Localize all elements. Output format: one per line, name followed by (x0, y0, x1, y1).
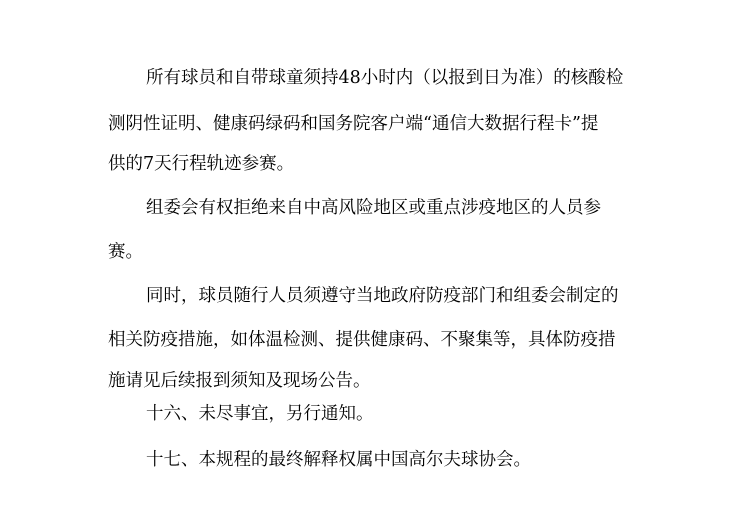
section-17-text: 十七、本规程的最终解释权属中国高尔夫球协会。 (146, 450, 531, 470)
paragraph-3-line-3: 施请见后续报到须知及现场公告。 (108, 371, 371, 391)
paragraph-2-line-1: 组委会有权拒绝来自中高风险地区或重点涉疫地区的人员参 (146, 198, 601, 218)
section-16-text: 十六、未尽事宜，另行通知。 (146, 404, 374, 424)
paragraph-1-line-1: 所有球员和自带球童须持48小时内（以报到日为准）的核酸检 (146, 68, 624, 88)
paragraph-3-line-2: 相关防疫措施，如体温检测、提供健康码、不聚集等，具体防疫措 (108, 330, 616, 350)
paragraph-1-line-2: 测阴性证明、健康码绿码和国务院客户端“通信大数据行程卡”提 (108, 114, 599, 134)
paragraph-1-line-3: 供的7天行程轨迹参赛。 (108, 154, 295, 174)
paragraph-3-line-1: 同时，球员随行人员须遵守当地政府防疫部门和组委会制定的 (146, 286, 619, 306)
paragraph-2-line-2: 赛。 (108, 242, 143, 262)
